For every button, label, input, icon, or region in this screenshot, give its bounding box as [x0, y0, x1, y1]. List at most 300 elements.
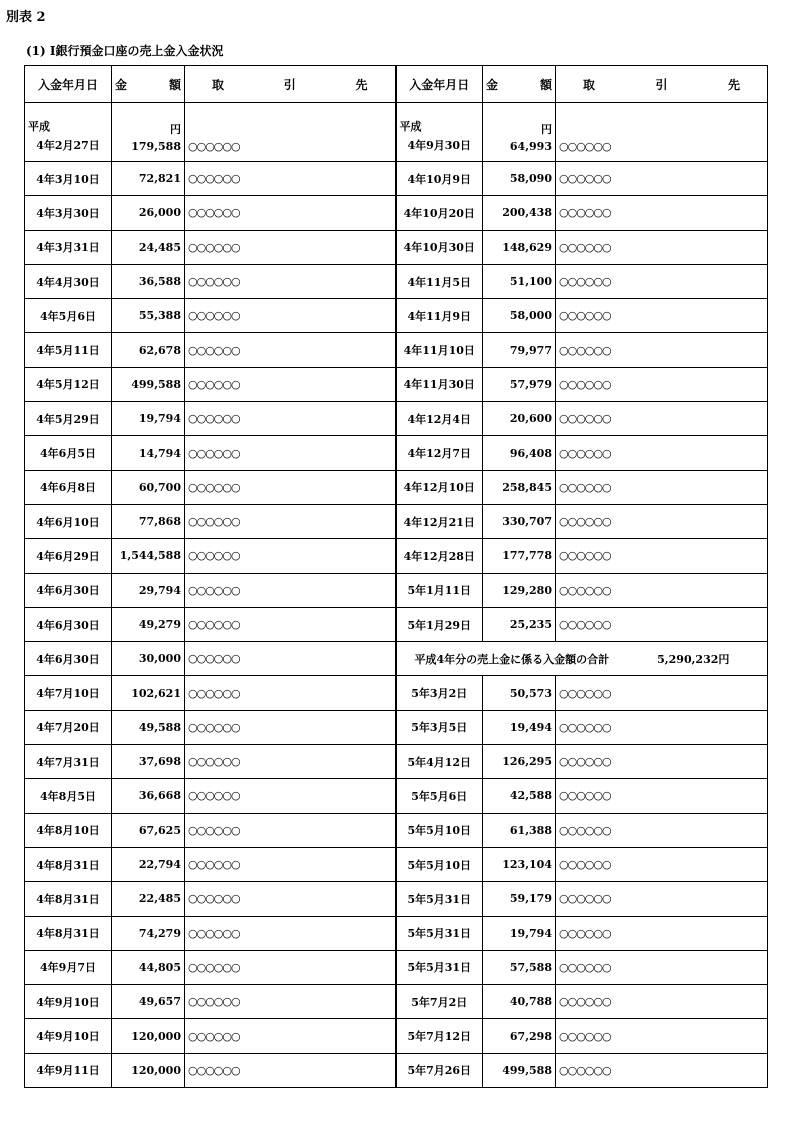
entry-amount-text: 72,821 [138, 172, 181, 186]
entry-date-right [396, 196, 483, 230]
entry-party-right: ○○○○○○ [556, 230, 768, 264]
header-row [25, 66, 768, 103]
entry-date-text: 5年1月29日 [407, 618, 472, 632]
entry-amount-right [483, 196, 556, 230]
entry-date-text: 4年4月30日 [36, 275, 100, 289]
subtotal-label: 平成4年分の売上金に係る入金額の合計 [414, 652, 610, 666]
header-amount-char-a: 金 [115, 77, 128, 92]
entry-date-left [25, 607, 112, 641]
entry-amount-right [483, 504, 556, 538]
entry-date-right [396, 607, 483, 641]
entry-amount-right [483, 470, 556, 504]
entry-date-text: 4年12月7日 [407, 447, 472, 461]
entry-date-text: 4年6月5日 [40, 447, 96, 461]
entry-amount-left [112, 299, 185, 333]
entry-amount-text: 19,794 [138, 412, 181, 426]
header-party-char-c: 先 [727, 77, 740, 92]
entry-amount-text: 126,295 [502, 755, 552, 769]
entry-date-text: 4年8月31日 [36, 892, 100, 906]
entry-party-left: ○○○○○○ [185, 607, 396, 641]
entry-amount-text: 499,588 [131, 377, 181, 391]
entry-party-right: ○○○○○○ [556, 950, 768, 984]
entry-party-right: ○○○○○○ [556, 745, 768, 779]
entry-date-text: 4年8月31日 [36, 858, 100, 872]
entry-amount-text: 57,979 [509, 377, 552, 391]
entry-date-text: 4年8月10日 [36, 824, 100, 838]
deposit-ledger-table [24, 65, 768, 1088]
entry-date-left [25, 436, 112, 470]
entry-date-left [25, 162, 112, 196]
entry-party-left: ○○○○○○ [185, 230, 396, 264]
entry-date-text: 4年7月31日 [36, 755, 100, 769]
entry-date-text: 4年12月28日 [403, 549, 475, 563]
entry-amount-right [483, 162, 556, 196]
entry-amount-text: 59,179 [509, 892, 552, 906]
entry-amount-right [483, 539, 556, 573]
entry-date-text: 4年6月30日 [36, 652, 100, 666]
entry-date-left [25, 299, 112, 333]
entry-amount-left [112, 710, 185, 744]
entry-date-right [396, 985, 483, 1019]
table-row [25, 299, 768, 333]
entry-amount-text: 51,100 [509, 275, 552, 289]
table-row [25, 539, 768, 573]
entry-party-right: ○○○○○○ [556, 196, 768, 230]
entry-party-right: ○○○○○○ [556, 882, 768, 916]
era-label: 平成 [28, 120, 50, 133]
entry-amount-right [483, 607, 556, 641]
entry-amount-text: 37,698 [138, 755, 181, 769]
entry-date-text: 4年3月30日 [36, 206, 100, 220]
entry-date-text: 4年6月10日 [36, 515, 100, 529]
entry-amount-text: 50,573 [509, 686, 552, 700]
entry-date-text: 5年5月31日 [407, 927, 472, 941]
entry-party-right: ○○○○○○ [556, 470, 768, 504]
entry-amount-right [483, 882, 556, 916]
entry-date-left [25, 504, 112, 538]
entry-date-left [25, 333, 112, 367]
entry-amount-text: 58,000 [509, 309, 552, 323]
entry-amount-right [483, 916, 556, 950]
entry-party-left: ○○○○○○ [185, 162, 396, 196]
entry-amount-left [112, 813, 185, 847]
entry-amount-text: 19,794 [509, 926, 552, 940]
entry-amount-right [483, 402, 556, 436]
entry-date-left [25, 847, 112, 881]
entry-amount-text: 44,805 [138, 960, 181, 974]
entry-party-right: ○○○○○○ [556, 162, 768, 196]
header-amount-char-b: 額 [539, 77, 552, 92]
entry-date-right [396, 333, 483, 367]
entry-date-text: 5年7月26日 [407, 1064, 472, 1078]
entry-date-text: 4年11月10日 [403, 344, 475, 358]
entry-amount-text: 79,977 [509, 343, 552, 357]
entry-date-text: 4年6月29日 [36, 549, 100, 563]
entry-amount-right [483, 367, 556, 401]
entry-date-left [25, 573, 112, 607]
table-row [25, 436, 768, 470]
entry-party-left: ○○○○○○ [185, 745, 396, 779]
entry-amount-right [483, 985, 556, 1019]
entry-party-right: ○○○○○○ [556, 607, 768, 641]
entry-amount-right [483, 436, 556, 470]
table-row [25, 950, 768, 984]
entry-date-text: 4年9月30日 [407, 139, 472, 152]
entry-party-left: ○○○○○○ [185, 264, 396, 298]
entry-amount-right [483, 813, 556, 847]
entry-amount-left [112, 745, 185, 779]
entry-party-left: ○○○○○○ [185, 402, 396, 436]
entry-date-left [25, 950, 112, 984]
table-row [25, 504, 768, 538]
entry-amount-text: 40,788 [509, 995, 552, 1009]
entry-party-left: ○○○○○○ [185, 710, 396, 744]
entry-party-right: ○○○○○○ [556, 264, 768, 298]
entry-party-left: ○○○○○○ [185, 299, 396, 333]
entry-date-left [25, 916, 112, 950]
table-row [25, 813, 768, 847]
table-row [25, 642, 768, 676]
entry-date-left [25, 642, 112, 676]
yen-label: 円 [170, 123, 181, 136]
table-row [25, 264, 768, 298]
entry-date-right [396, 573, 483, 607]
entry-date-text: 5年5月10日 [407, 858, 472, 872]
subtotal-cell [396, 642, 768, 676]
entry-amount-left [112, 847, 185, 881]
entry-amount-right [483, 950, 556, 984]
entry-amount-left [112, 985, 185, 1019]
entry-party-left: ○○○○○○ [185, 103, 396, 162]
entry-party-left: ○○○○○○ [185, 573, 396, 607]
entry-amount-text: 60,700 [138, 480, 181, 494]
entry-party-left: ○○○○○○ [185, 847, 396, 881]
entry-amount-right [483, 676, 556, 710]
entry-amount-text: 102,621 [131, 686, 181, 700]
table-row [25, 916, 768, 950]
entry-date-right [396, 436, 483, 470]
entry-date-text: 5年5月10日 [407, 824, 472, 838]
entry-date-right [396, 230, 483, 264]
entry-party-left: ○○○○○○ [185, 882, 396, 916]
entry-party-left: ○○○○○○ [185, 196, 396, 230]
entry-amount-text: 177,778 [502, 549, 552, 563]
entry-date-right [396, 367, 483, 401]
entry-amount-left [112, 950, 185, 984]
entry-amount-text: 24,485 [138, 240, 181, 254]
entry-date-right [396, 676, 483, 710]
entry-amount-text: 30,000 [138, 652, 181, 666]
entry-amount-text: 64,993 [509, 140, 552, 153]
entry-party-left: ○○○○○○ [185, 333, 396, 367]
entry-amount-left [112, 607, 185, 641]
entry-date-text: 5年7月2日 [411, 995, 468, 1009]
entry-date-text: 4年5月11日 [36, 344, 100, 358]
entry-party-right: ○○○○○○ [556, 367, 768, 401]
entry-date-left [25, 470, 112, 504]
entry-date-text: 4年12月21日 [403, 515, 475, 529]
entry-amount-left [112, 402, 185, 436]
entry-date-right [396, 504, 483, 538]
entry-amount-right [483, 264, 556, 298]
entry-party-right: ○○○○○○ [556, 847, 768, 881]
entry-party-right: ○○○○○○ [556, 333, 768, 367]
entry-date-text: 4年5月6日 [40, 309, 96, 323]
entry-date-left [25, 985, 112, 1019]
entry-date-left [25, 367, 112, 401]
entry-amount-right [483, 779, 556, 813]
entry-amount-text: 148,629 [502, 240, 552, 254]
subtotal-amount: 5,290,232円 [657, 652, 730, 666]
entry-party-right: ○○○○○○ [556, 710, 768, 744]
entry-date-text: 4年6月30日 [36, 618, 100, 632]
table-row [25, 745, 768, 779]
entry-amount-text: 62,678 [138, 343, 181, 357]
entry-amount-left [112, 1019, 185, 1053]
header-party-char-c: 先 [355, 77, 368, 92]
entry-amount-left [112, 333, 185, 367]
entry-date-text: 5年1月11日 [407, 584, 472, 598]
entry-party-right: ○○○○○○ [556, 573, 768, 607]
entry-amount-left [112, 573, 185, 607]
header-party-char-a: 取 [583, 77, 596, 92]
entry-amount-text: 49,279 [138, 618, 181, 631]
entry-date-text: 4年7月20日 [36, 721, 100, 735]
entry-amount-text: 49,657 [138, 995, 181, 1009]
table-row [25, 779, 768, 813]
entry-date-right [396, 779, 483, 813]
entry-date-text: 5年5月31日 [407, 961, 472, 975]
table-row [25, 367, 768, 401]
entry-date-left [25, 779, 112, 813]
entry-date-text: 5年7月12日 [407, 1030, 472, 1044]
entry-party-left: ○○○○○○ [185, 950, 396, 984]
entry-date-right [396, 745, 483, 779]
entry-date-text: 4年6月30日 [36, 584, 100, 598]
entry-party-left: ○○○○○○ [185, 539, 396, 573]
header-date-left: 入金年月日 [25, 66, 112, 103]
entry-amount-left [112, 504, 185, 538]
entry-date-text: 4年9月10日 [36, 995, 100, 1009]
entry-amount-left [112, 916, 185, 950]
entry-date-left [25, 710, 112, 744]
table-row [25, 985, 768, 1019]
entry-party-right: ○○○○○○ [556, 1019, 768, 1053]
entry-amount-left [112, 264, 185, 298]
entry-amount-right [483, 573, 556, 607]
entry-party-right: ○○○○○○ [556, 813, 768, 847]
entry-amount-right [483, 847, 556, 881]
entry-date-left [25, 196, 112, 230]
entry-amount-text: 499,588 [502, 1063, 552, 1077]
table-row [25, 847, 768, 881]
table-row [25, 162, 768, 196]
header-party-char-b: 引 [283, 77, 296, 92]
entry-amount-text: 258,845 [502, 480, 552, 494]
entry-party-right: ○○○○○○ [556, 402, 768, 436]
table-row [25, 1019, 768, 1053]
header-party-char-b: 引 [655, 77, 668, 92]
entry-amount-text: 42,588 [509, 789, 552, 803]
entry-date-text: 4年5月29日 [36, 412, 100, 426]
entry-date-text: 4年12月4日 [407, 412, 472, 426]
entry-date-right [396, 710, 483, 744]
entry-date-right [396, 264, 483, 298]
entry-party-right: ○○○○○○ [556, 916, 768, 950]
entry-amount-right [483, 299, 556, 333]
entry-amount-text: 49,588 [138, 720, 181, 734]
entry-party-right: ○○○○○○ [556, 103, 768, 162]
entry-party-left: ○○○○○○ [185, 642, 396, 676]
entry-date-left [25, 103, 112, 162]
entry-party-right: ○○○○○○ [556, 504, 768, 538]
entry-amount-text: 74,279 [138, 926, 181, 940]
entry-party-left: ○○○○○○ [185, 1019, 396, 1053]
entry-amount-text: 36,588 [138, 275, 181, 289]
entry-party-left: ○○○○○○ [185, 504, 396, 538]
entry-amount-left [112, 196, 185, 230]
entry-date-text: 4年8月31日 [36, 927, 100, 941]
entry-date-text: 4年11月30日 [403, 378, 475, 392]
entry-date-text: 5年5月31日 [407, 892, 472, 906]
table-row [25, 710, 768, 744]
entry-party-left: ○○○○○○ [185, 779, 396, 813]
entry-amount-right [483, 333, 556, 367]
section-title: (1) I銀行預金口座の売上金入金状況 [26, 44, 224, 58]
entry-amount-text: 61,388 [509, 823, 552, 837]
entry-amount-text: 36,668 [138, 789, 181, 803]
entry-amount-text: 200,438 [502, 206, 552, 220]
entry-party-left: ○○○○○○ [185, 813, 396, 847]
entry-date-text: 4年9月11日 [36, 1064, 100, 1078]
entry-amount-text: 29,794 [138, 583, 181, 597]
entry-date-text: 4年3月31日 [36, 241, 100, 255]
entry-party-right: ○○○○○○ [556, 985, 768, 1019]
header-amount-char-a: 金 [486, 77, 499, 92]
entry-date-right [396, 162, 483, 196]
table-row [25, 882, 768, 916]
entry-party-right: ○○○○○○ [556, 539, 768, 573]
entry-amount-text: 57,588 [509, 960, 552, 974]
table-row [25, 196, 768, 230]
entry-date-right [396, 539, 483, 573]
entry-amount-text: 120,000 [131, 1063, 181, 1077]
table-row [25, 333, 768, 367]
entry-date-text: 4年6月8日 [40, 481, 96, 495]
entry-amount-text: 1,544,588 [119, 549, 181, 563]
entry-amount-right [483, 745, 556, 779]
entry-date-right [396, 813, 483, 847]
entry-party-left: ○○○○○○ [185, 676, 396, 710]
entry-amount-text: 25,235 [509, 618, 552, 631]
entry-date-left [25, 539, 112, 573]
table-row [25, 1053, 768, 1087]
entry-amount-left [112, 103, 185, 162]
entry-date-text: 5年3月2日 [411, 687, 468, 701]
entry-date-text: 4年11月9日 [407, 309, 472, 323]
header-amount-right [483, 66, 556, 103]
entry-date-right [396, 950, 483, 984]
entry-date-text: 5年5月6日 [411, 789, 468, 803]
header-party-left [185, 66, 396, 103]
ledger-body [25, 103, 768, 1088]
entry-date-text: 4年9月10日 [36, 1030, 100, 1044]
header-date-right: 入金年月日 [396, 66, 483, 103]
entry-date-left [25, 1019, 112, 1053]
entry-date-left [25, 745, 112, 779]
entry-party-right: ○○○○○○ [556, 299, 768, 333]
entry-date-right [396, 1053, 483, 1087]
entry-amount-text: 55,388 [138, 309, 181, 323]
table-row [25, 607, 768, 641]
entry-date-text: 4年7月10日 [36, 687, 100, 701]
entry-amount-left [112, 882, 185, 916]
entry-amount-left [112, 470, 185, 504]
entry-date-left [25, 676, 112, 710]
entry-amount-text: 58,090 [509, 172, 552, 186]
entry-date-right [396, 882, 483, 916]
entry-amount-text: 77,868 [138, 515, 181, 529]
entry-date-left [25, 1053, 112, 1087]
yen-label: 円 [541, 123, 552, 136]
header-party-char-a: 取 [212, 77, 225, 92]
entry-date-right [396, 103, 483, 162]
entry-date-right [396, 299, 483, 333]
entry-amount-text: 123,104 [502, 858, 552, 872]
header-amount-char-b: 額 [168, 77, 181, 92]
entry-amount-text: 179,588 [131, 140, 181, 153]
entry-amount-left [112, 367, 185, 401]
entry-party-left: ○○○○○○ [185, 436, 396, 470]
entry-amount-text: 22,794 [138, 858, 181, 872]
entry-party-left: ○○○○○○ [185, 470, 396, 504]
entry-date-left [25, 230, 112, 264]
entry-amount-text: 20,600 [509, 412, 552, 426]
entry-amount-text: 67,298 [509, 1029, 552, 1043]
entry-amount-left [112, 539, 185, 573]
entry-party-left: ○○○○○○ [185, 367, 396, 401]
entry-date-text: 4年10月9日 [407, 172, 472, 186]
entry-date-text: 5年4月12日 [407, 755, 472, 769]
entry-amount-left [112, 230, 185, 264]
entry-amount-text: 14,794 [138, 446, 181, 460]
entry-amount-text: 26,000 [138, 206, 181, 220]
entry-amount-left [112, 779, 185, 813]
entry-date-text: 4年11月5日 [407, 275, 472, 289]
entry-amount-left [112, 436, 185, 470]
entry-party-left: ○○○○○○ [185, 916, 396, 950]
entry-date-right [396, 1019, 483, 1053]
entry-amount-text: 22,485 [138, 892, 181, 906]
entry-date-left [25, 882, 112, 916]
entry-amount-left [112, 642, 185, 676]
entry-date-text: 5年3月5日 [411, 721, 468, 735]
entry-party-right: ○○○○○○ [556, 1053, 768, 1087]
entry-amount-text: 19,494 [509, 720, 552, 734]
entry-date-text: 4年5月12日 [36, 378, 100, 392]
entry-amount-left [112, 676, 185, 710]
header-amount-left [112, 66, 185, 103]
entry-party-right: ○○○○○○ [556, 436, 768, 470]
entry-amount-left [112, 162, 185, 196]
entry-amount-right [483, 103, 556, 162]
table-row [25, 230, 768, 264]
entry-amount-text: 120,000 [131, 1029, 181, 1043]
header-party-right [556, 66, 768, 103]
entry-amount-text: 129,280 [502, 583, 552, 597]
entry-amount-right [483, 710, 556, 744]
entry-date-left [25, 264, 112, 298]
